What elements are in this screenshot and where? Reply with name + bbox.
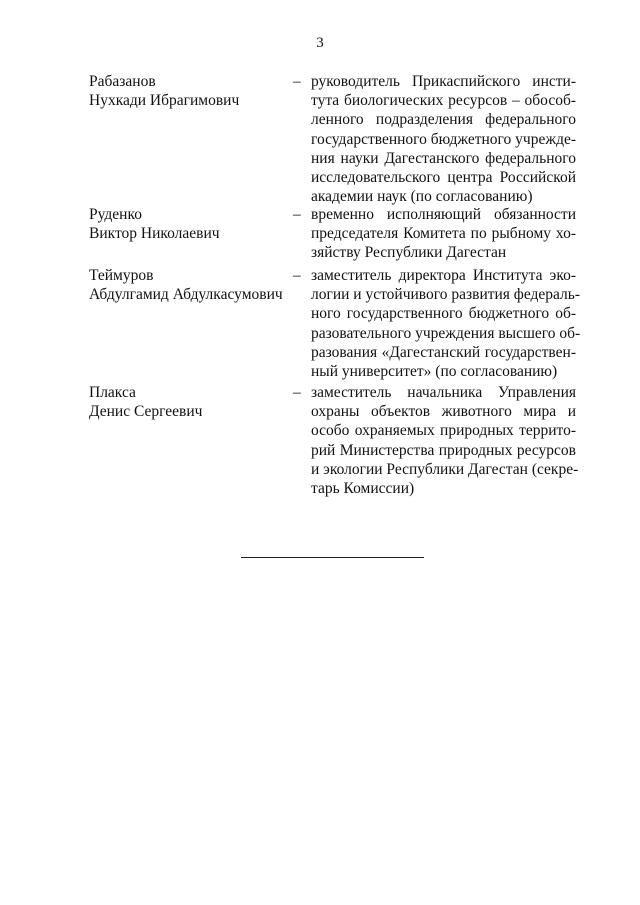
position-line: охраны объектов животного мира и	[311, 403, 576, 421]
member-surname: Рабазанов	[89, 73, 156, 90]
position-line: разования «Дагестанский государствен-	[311, 343, 576, 361]
position-line: разовательного учреждения высшего об-	[311, 324, 581, 342]
position-line: исследовательского центра Российской	[311, 169, 576, 187]
member-position	[311, 266, 581, 381]
member-position	[311, 383, 579, 498]
position-line: тута биологических ресурсов – обособ-	[311, 92, 576, 110]
page-number: 3	[316, 35, 324, 51]
dash-separator: –	[293, 73, 301, 90]
position-line: ного государственного бюджетного об-	[311, 305, 576, 323]
member-given-names: Денис Сергеевич	[89, 403, 203, 421]
member-surname: Плакса	[89, 384, 136, 401]
position-line: ленного подразделения федерального	[311, 111, 576, 129]
position-line: логии и устойчивого развития федераль-	[311, 286, 581, 304]
position-line: руководитель Прикаспийского инсти-	[311, 73, 576, 90]
dash-separator: –	[293, 206, 301, 223]
member-surname: Теймуров	[89, 267, 154, 284]
member-given-names: Абдулгамид Абдулкасумович	[89, 286, 283, 304]
position-line: ния науки Дагестанского федерального	[311, 149, 576, 167]
position-line: заместитель начальника Управления	[311, 384, 576, 401]
member-surname: Руденко	[89, 206, 142, 223]
position-line: заместитель директора Института эко-	[311, 267, 576, 284]
position-line: временно исполняющий обязанности	[311, 206, 576, 223]
position-line: зяйству Республики Дагестан	[311, 244, 507, 262]
position-line: председателя Комитета по рыбному хо-	[311, 225, 576, 243]
position-line: рий Министерства природных ресурсов	[311, 441, 576, 459]
dash-separator: –	[293, 267, 301, 284]
member-given-names: Нухкади Ибрагимович	[89, 92, 240, 110]
member-given-names: Виктор Николаевич	[89, 225, 220, 243]
member-name	[89, 266, 294, 304]
member-name	[89, 383, 294, 421]
dash-separator: –	[293, 384, 301, 401]
member-name	[89, 205, 294, 243]
closing-rule	[241, 557, 424, 558]
member-name	[89, 72, 294, 110]
position-line: государственного бюджетного учрежде-	[311, 130, 576, 148]
member-position	[311, 205, 576, 263]
position-line: и экологии Республики Дагестан (секре-	[311, 460, 579, 478]
position-line: ный университет» (по согласованию)	[311, 363, 558, 381]
member-position	[311, 72, 576, 206]
position-line: тарь Комиссии)	[311, 480, 415, 498]
position-line: особо охраняемых природных террито-	[311, 422, 576, 440]
position-line: академии наук (по согласованию)	[311, 188, 533, 206]
